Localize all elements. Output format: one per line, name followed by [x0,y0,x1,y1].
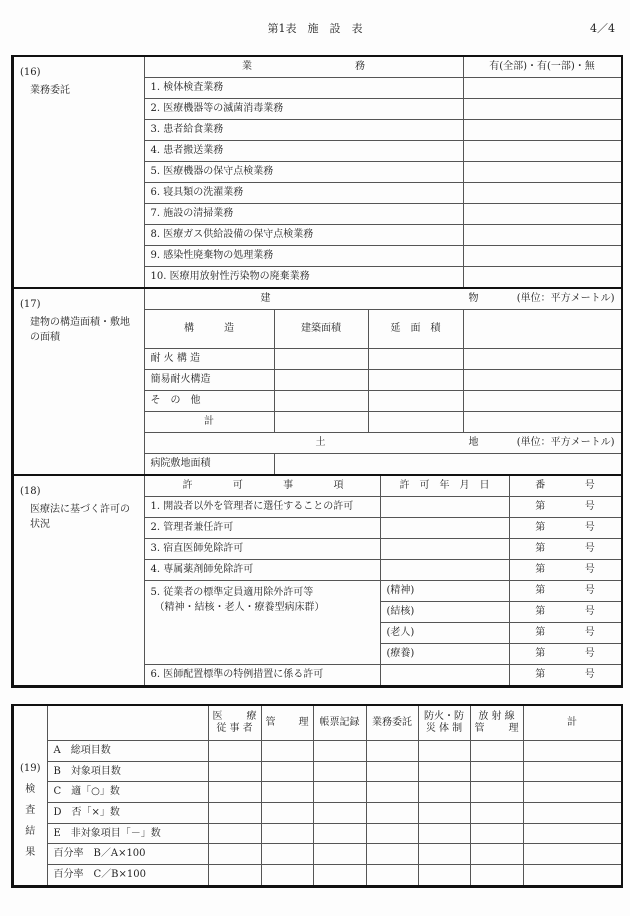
floor-area-cell[interactable] [368,349,463,370]
col-fire-disaster [418,706,470,741]
sec19-name-char: 検 [25,783,36,795]
sec19-name-char: 結 [25,825,36,837]
col-text: 理 [508,723,519,734]
sec16-item: 1. 検体検査業務 [144,78,463,99]
permit-item-5-line1: 5. 従業者の標準定員適用除外許可等 [150,587,314,598]
number-char-a: 番 [535,480,546,491]
result-cell[interactable] [261,844,313,865]
result-cell[interactable] [208,844,261,865]
sec16-number: (16) [20,67,41,78]
result-cell[interactable] [366,741,418,762]
result-cell[interactable] [313,741,366,762]
sec17-building-header [13,288,621,310]
result-cell[interactable] [418,865,470,886]
land-area-label: 病院敷地面積 [144,454,274,476]
result-cell[interactable] [523,844,621,865]
result-cell[interactable] [523,823,621,844]
result-cell[interactable] [470,741,523,762]
result-cell[interactable] [261,761,313,782]
extra-cell[interactable] [463,370,621,391]
table-row [13,803,621,824]
sec16-item: 3. 患者給食業務 [144,120,463,141]
col-radiation [470,706,523,741]
table-row [13,761,621,782]
number-suffix: 号 [584,585,595,596]
building-area-cell[interactable] [274,412,368,433]
result-cell[interactable] [313,761,366,782]
page-title: 第1表 施 設 表 [267,22,363,35]
sec19-blank-header [47,706,208,741]
building-area-cell[interactable] [274,370,368,391]
col-text: 災 体 制 [425,723,463,734]
business-header-b: 務 [355,61,365,72]
sec16-label [13,57,144,289]
permit-item: 4. 専属薬剤師免除許可 [144,560,380,581]
col-text: 理 [298,717,309,728]
result-cell[interactable] [523,865,621,886]
permit-sub-label[interactable]: (療養) [380,644,509,665]
sec18-header-row [13,475,621,497]
building-char-a: 建 [260,293,271,304]
sec16-item: 8. 医療ガス供給設備の保守点検業務 [144,225,463,246]
permit-char: 項 [333,480,344,491]
result-cell[interactable] [366,865,418,886]
sec16-status-cell[interactable] [463,141,621,162]
permit-date-cell[interactable] [380,560,509,581]
table-row [13,741,621,762]
business-header-a: 業 [242,61,252,72]
result-row-label: D 否「×」数 [47,803,208,824]
col-building-area: 建築面積 [274,310,368,349]
result-cell[interactable] [261,823,313,844]
building-area-cell[interactable] [274,349,368,370]
permit-item: 6. 医師配置標準の特例措置に係る許可 [144,665,380,687]
result-cell[interactable] [208,823,261,844]
number-suffix: 号 [584,543,595,554]
result-cell[interactable] [470,865,523,886]
page-number: 4／4 [590,22,615,35]
result-cell[interactable] [261,865,313,886]
building-char-b: 物 [468,293,479,304]
permit-char: 事 [283,480,294,491]
sec16-item: 9. 感染性廃棄物の処理業務 [144,246,463,267]
sec16-item: 2. 医療機器等の滅菌消毒業務 [144,99,463,120]
result-cell[interactable] [418,823,470,844]
result-row-label: A 総項目数 [47,741,208,762]
floor-area-cell[interactable] [368,391,463,412]
number-suffix: 号 [584,648,595,659]
col-text: 療 [246,711,257,722]
permit-number-cell[interactable] [509,665,621,687]
sec16-header-row [13,57,621,78]
permit-number-cell[interactable] [509,539,621,560]
extra-cell[interactable] [463,412,621,433]
sec16-status-cell[interactable] [463,99,621,120]
number-prefix: 第 [535,501,546,512]
number-suffix: 号 [584,522,595,533]
col-outsourcing: 業務委託 [366,706,418,741]
land-char-b: 地 [468,437,479,448]
result-cell[interactable] [470,761,523,782]
col-permit-item [144,475,380,497]
land-char-a: 土 [315,437,326,448]
col-text: 従 事 者 [216,723,253,734]
number-prefix: 第 [535,627,546,638]
number-char-b: 号 [584,480,595,491]
col-blank [463,310,621,349]
permit-date-cell[interactable] [380,539,509,560]
permit-item-5-line2: （精神・結核・老人・療養型病床群） [154,602,325,613]
result-cell[interactable] [313,782,366,803]
col-structure: 構 造 [144,310,274,349]
col-permit-date: 許 可 年 月 日 [380,475,509,497]
number-suffix: 号 [584,501,595,512]
sec16-col-status: 有(全部)・有(一部)・無 [463,57,621,78]
permit-sub-label[interactable]: (結核) [380,602,509,623]
result-cell[interactable] [208,741,261,762]
sec18-name: 医療法に基づく許可の状況 [30,504,130,530]
permit-number-cell[interactable] [509,644,621,665]
sec16-status-cell[interactable] [463,162,621,183]
permit-item: 3. 宿直医師免除許可 [144,539,380,560]
permit-date-cell[interactable] [380,518,509,539]
sec19-header-row [13,706,621,741]
permit-item: 1. 開設者以外を管理者に選任することの許可 [144,497,380,518]
building-unit: (単位：平方メートル) [516,293,615,304]
permit-number-cell[interactable] [509,581,621,602]
result-cell[interactable] [470,823,523,844]
sec17-number: (17) [20,299,41,310]
table-row [13,823,621,844]
number-prefix: 第 [535,606,546,617]
sec16-item: 4. 患者搬送業務 [144,141,463,162]
table-row [13,782,621,803]
col-total: 計 [523,706,621,741]
result-cell[interactable] [313,865,366,886]
sec19-label [13,706,47,886]
result-cell[interactable] [366,844,418,865]
permit-number-cell[interactable] [509,497,621,518]
land-unit: (単位：平方メートル) [516,437,615,448]
sec16-status-cell[interactable] [463,204,621,225]
sec19-name-char: 果 [25,846,36,858]
col-text: 放 射 線 [478,711,515,722]
permit-item-5 [144,581,380,665]
result-cell[interactable] [313,803,366,824]
result-cell[interactable] [208,803,261,824]
col-medical-staff [208,706,261,741]
permit-number-cell[interactable] [509,602,621,623]
col-text: 医 [212,711,223,722]
floor-area-cell[interactable] [368,370,463,391]
sec16-col-business [144,57,463,78]
inspection-result-table [12,705,622,887]
result-cell[interactable] [313,823,366,844]
result-row-label: 百分率 B／A×100 [47,844,208,865]
result-cell[interactable] [208,865,261,886]
result-cell[interactable] [523,761,621,782]
result-row-label: C 適「○」数 [47,782,208,803]
sec18-label [13,475,144,686]
sec16-status-cell[interactable] [463,225,621,246]
sec16-item: 10. 医療用放射性汚染物の廃棄業務 [144,267,463,289]
table-row [13,865,621,886]
number-prefix: 第 [535,522,546,533]
col-management [261,706,313,741]
permit-date-cell[interactable] [380,497,509,518]
sec17-name: 建物の構造面積・敷地の面積 [30,317,130,343]
result-cell[interactable] [418,741,470,762]
table-row [13,844,621,865]
sec19-number: (19) [19,762,41,774]
col-floor-area: 延 面 積 [368,310,463,349]
col-text: 管 [265,717,276,728]
land-area-cell[interactable] [274,454,621,476]
sec16-status-cell[interactable] [463,78,621,99]
building-area-cell[interactable] [274,391,368,412]
structure-type: そ の 他 [144,391,274,412]
result-cell[interactable] [418,844,470,865]
structure-type: 耐 火 構 造 [144,349,274,370]
sec16-status-cell[interactable] [463,120,621,141]
result-cell[interactable] [366,761,418,782]
col-records: 帳票記録 [313,706,366,741]
result-cell[interactable] [366,782,418,803]
sec16-name: 業務委託 [30,85,70,96]
result-cell[interactable] [523,803,621,824]
facility-table [12,56,622,687]
permit-item: 2. 管理者兼任許可 [144,518,380,539]
result-cell[interactable] [470,844,523,865]
number-suffix: 号 [584,669,595,680]
sec16-status-cell[interactable] [463,267,621,289]
number-suffix: 号 [584,606,595,617]
structure-total: 計 [144,412,274,433]
number-suffix: 号 [584,564,595,575]
result-cell[interactable] [366,803,418,824]
number-prefix: 第 [535,543,546,554]
col-text: 管 [474,723,485,734]
result-cell[interactable] [418,803,470,824]
sec18-number: (18) [20,486,41,497]
structure-type: 簡易耐火構造 [144,370,274,391]
permit-number-cell[interactable] [509,623,621,644]
result-cell[interactable] [313,844,366,865]
result-row-label: E 非対象項目「－」数 [47,823,208,844]
number-suffix: 号 [584,627,595,638]
sec17-label [13,288,144,475]
permit-number-cell[interactable] [509,560,621,581]
result-cell[interactable] [418,761,470,782]
result-cell[interactable] [261,782,313,803]
sec16-item: 6. 寝具類の洗濯業務 [144,183,463,204]
number-prefix: 第 [535,585,546,596]
result-row-label: 百分率 C／B×100 [47,865,208,886]
sec16-item: 5. 医療機器の保守点検業務 [144,162,463,183]
number-prefix: 第 [535,669,546,680]
result-cell[interactable] [470,782,523,803]
sec16-item: 7. 施設の清掃業務 [144,204,463,225]
permit-date-cell[interactable] [380,665,509,687]
extra-cell[interactable] [463,349,621,370]
result-cell[interactable] [470,803,523,824]
permit-char: 許 [182,480,193,491]
result-cell[interactable] [523,741,621,762]
result-cell[interactable] [208,782,261,803]
extra-cell[interactable] [463,391,621,412]
floor-area-cell[interactable] [368,412,463,433]
sec17-building-title [144,288,621,310]
sec19-name-char: 査 [25,804,36,816]
number-prefix: 第 [535,564,546,575]
col-permit-number [509,475,621,497]
sec17-land-title [144,433,621,454]
sec16-status-cell[interactable] [463,246,621,267]
result-row-label: B 対象項目数 [47,761,208,782]
permit-sub-label[interactable]: (精神) [380,581,509,602]
result-cell[interactable] [261,741,313,762]
result-cell[interactable] [208,761,261,782]
result-cell[interactable] [366,823,418,844]
permit-char: 可 [232,480,243,491]
sec16-status-cell[interactable] [463,183,621,204]
permit-number-cell[interactable] [509,518,621,539]
result-cell[interactable] [523,782,621,803]
permit-sub-label[interactable]: (老人) [380,623,509,644]
number-prefix: 第 [535,648,546,659]
result-cell[interactable] [261,803,313,824]
result-cell[interactable] [418,782,470,803]
col-text: 防火・防 [424,711,464,722]
